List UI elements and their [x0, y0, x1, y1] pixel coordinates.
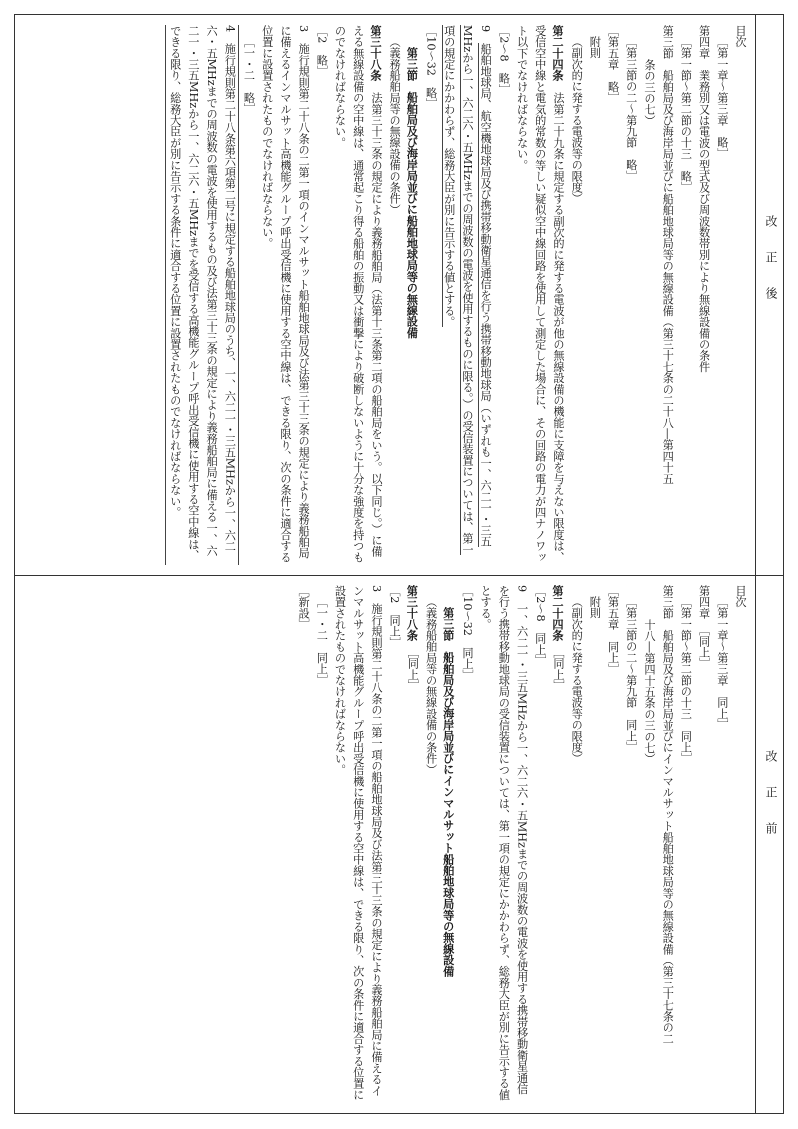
after-art38-p3: [258, 25, 313, 565]
before-art24-text: ［同上］: [551, 652, 565, 692]
before-art38-p3: [330, 585, 385, 1105]
after-art24-p9-text: 船舶地球局、航空機地球局及び携帯移動衛星通信を行う携帯移動地球局（いずれも一、六二一・三五MHzから一、六二六・五MHzまでの周波数の電波を使用するものに限る。）の受信装置については、第一項の規定にかかわらず、総務大臣が別に告示する値とする。: [442, 25, 493, 556]
header-after: 改 正 後: [764, 215, 778, 299]
after-art38-caption: （義務船舶局等の無線設備の条件）: [388, 36, 402, 216]
before-art38-p3-text: 施行規則第二十八条の二第一項の船舶地球局及び法第三十三条の規定により義務船舶局に備えるインマルサット高機能グループ呼出受信機に使用する空中線は、できる限り、次の条件に適合する位置に設置されたものでなければならない。: [333, 585, 383, 1101]
before-art38-p2: ［2 同上］: [388, 585, 402, 649]
before-sec3-title: 第三節 船舶局及び海岸局並びにインマルサット船舶地球局等の無線設備: [441, 607, 456, 977]
after-art38-num: 第三十八条: [368, 25, 383, 81]
before-art38-caption: （義務船舶局等の無線設備の条件）: [424, 596, 438, 776]
after-art38-p4-text: 施行規則第二十八条第六項第二号に規定する船舶地球局のうち、一、六二一・三五MHzから一、六二六・五MHzまでの周波数の電波を使用するもの及び法第三十三条の規定により義務船舶局に備える一、六二一・三五MHzから一、六二六・五MHzまでを受信する高機能グループ呼出受信機に使用する空中線は、できる限り、総務大臣が別に告示する条件に適合する位置に設置されたものでなければならない。: [168, 25, 237, 561]
before-ch1-3: ［第一章～第三章 同上］: [715, 596, 729, 731]
after-art38-p4-num: 4: [223, 25, 237, 33]
header-divider-bottom: [755, 575, 756, 1113]
before-art38-p4: ［新設］: [297, 585, 311, 630]
before-art38: [403, 585, 421, 1105]
header-before: 改 正 前: [764, 750, 778, 834]
comparison-table: [14, 14, 784, 1114]
after-art24-p10-32: ［10～32 略］: [424, 25, 438, 110]
after-art24-num: 第二十四条: [550, 25, 565, 81]
before-art24: [549, 585, 567, 1105]
before-art24-p9-num: 9: [515, 585, 529, 593]
after-art24-caption: （副次的に発する電波等の限度）: [570, 36, 584, 205]
header-divider-top: [755, 15, 756, 575]
before-sec3-toc: 第三節 船舶局及び海岸局並びにインマルサット船舶地球局等の無線設備（第三十七条の二: [661, 585, 675, 1045]
before-art24-p10-32: ［10～32 同上］: [460, 585, 474, 681]
before-art38-p3-items: ［一・二 同上］: [315, 596, 329, 686]
before-ch5: ［第五章 同上］: [606, 585, 620, 675]
before-art24-num: 第二十四条: [550, 585, 565, 641]
after-art24: [512, 25, 567, 565]
before-sec3-2-9: ［第三節の二～第九節 同上］: [624, 596, 638, 753]
after-toc-title: 目次: [734, 25, 747, 48]
after-appendix: 附則: [588, 36, 602, 59]
after-cell: [19, 25, 749, 565]
after-art24-p9-num: 9: [479, 25, 493, 33]
before-sec3-toc-cont: 十八―第四十五条の三の七）: [642, 618, 656, 765]
after-art38-text: 法第三十三条の規定により義務船舶局（法第十三条第二項の船舶局をいう。以下同じ。）に備える無線設備の空中線は、通常起こり得る船舶の振動又は衝撃により破断しないように十分な強度を持つものでなければならない。: [333, 25, 383, 563]
after-sec3-2-9: ［第三節の二～第九節 略］: [624, 36, 638, 182]
after-art38-p4: [165, 25, 240, 565]
after-art38-p3-items: ［一・二 略］: [242, 36, 256, 115]
before-ch4: 第四章 ［同上］: [697, 585, 711, 669]
after-ch4-sections: ［第一節～第二節の十三 略］: [679, 36, 693, 193]
after-ch1-3: ［第一章～第三章 略］: [715, 36, 729, 160]
after-art38-p2: ［2 略］: [315, 25, 329, 77]
before-art24-p9: [476, 585, 531, 1105]
after-art24-p2-8: ［2～8 略］: [497, 25, 511, 96]
after-art24-text: 法第二十九条に規定する副次的に発する電波が他の無線設備の機能に支障を与えない限度は、受信空中線と電気的常数の等しい疑似空中線回路を使用して測定した場合に、その回路の電力が四ナノワット以下でなければならない。: [515, 25, 565, 563]
before-appendix: 附則: [588, 596, 602, 619]
before-art24-caption: （副次的に発する電波等の限度）: [570, 596, 584, 765]
before-art38-p3-num: 3: [369, 585, 383, 593]
before-cell: [19, 585, 749, 1105]
after-sec3-title: 第三節 船舶局及び海岸局並びに船舶地球局等の無線設備: [405, 47, 420, 339]
after-ch5: ［第五章 略］: [606, 25, 620, 104]
row-divider: [15, 575, 783, 576]
after-art38: [330, 25, 385, 565]
before-art38-num: 第三十八条: [405, 585, 420, 641]
after-sec3-toc: 第三節 船舶局及び海岸局並びに船舶地球局等の無線設備（第三十七条の二十八―第四十五: [661, 25, 675, 485]
after-art24-p9: [440, 25, 495, 565]
before-toc-title: 目次: [734, 585, 747, 608]
after-art38-p3-num: 3: [297, 25, 311, 33]
after-art38-p3-text: 施行規則第二十八条の二第一項のインマルサット船舶地球局及び法第三十三条の規定により義務船舶局に備えるインマルサット高機能グループ呼出受信機に使用する空中線は、できる限り、次の条件に適合する位置に設置されたものでなければならない。: [260, 25, 311, 563]
before-art24-p2-8: ［2～8 同上］: [533, 585, 547, 667]
before-art38-text: ［同上］: [406, 652, 420, 692]
before-ch4-sections: ［第一節～第二節の十三 同上］: [679, 596, 693, 765]
after-ch4: 第四章 業務別又は電波の型式及び周波数帯別により無線設備の条件: [697, 25, 711, 373]
after-sec3-toc-cont: 条の三の七）: [642, 58, 656, 126]
before-art24-p9-text: 一、六二一・三五MHzから一、六二六・五MHzまでの周波数の電波を使用する携帯移動衛星通信を行う携帯移動地球局の受信装置については、第一項の規定にかかわらず、総務大臣が別に告示する値とする。: [479, 585, 529, 1101]
